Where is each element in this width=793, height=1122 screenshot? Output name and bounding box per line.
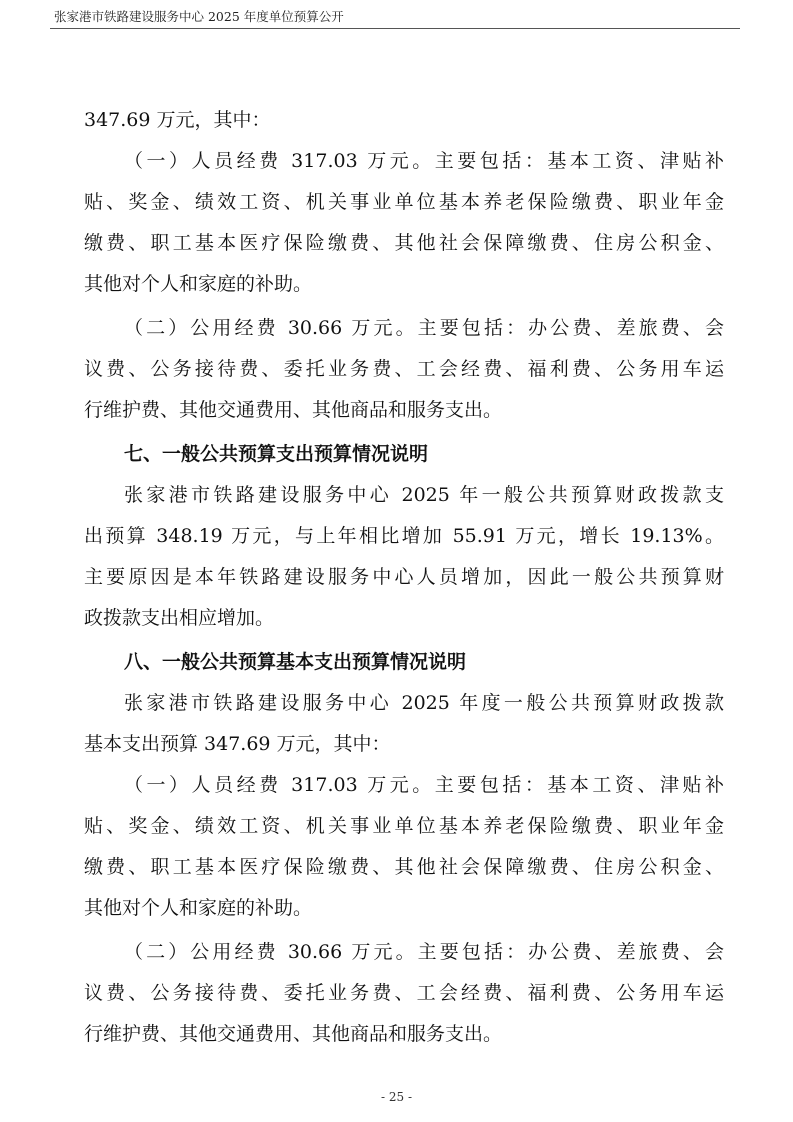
body-text-line: 议费、公务接待费、委托业务费、工会经费、福利费、公务用车运 bbox=[84, 982, 724, 1004]
body-text-line: 行维护费、其他交通费用、其他商品和服务支出。 bbox=[84, 1023, 503, 1045]
body-text-line: 行维护费、其他交通费用、其他商品和服务支出。 bbox=[84, 399, 503, 421]
body-text-line: （二）公用经费 30.66 万元。主要包括：办公费、差旅费、会 bbox=[124, 317, 724, 339]
body-text-line: 其他对个人和家庭的补助。 bbox=[84, 273, 313, 295]
body-text-line: 议费、公务接待费、委托业务费、工会经费、福利费、公务用车运 bbox=[84, 358, 724, 380]
body-text-line: 张家港市铁路建设服务中心 2025 年一般公共预算财政拨款支 bbox=[124, 484, 724, 506]
body-text-line: 贴、奖金、绩效工资、机关事业单位基本养老保险缴费、职业年金 bbox=[84, 815, 724, 837]
section-heading-8: 八、一般公共预算基本支出预算情况说明 bbox=[124, 651, 467, 673]
section-heading-7: 七、一般公共预算支出预算情况说明 bbox=[124, 443, 429, 465]
body-text-line: 缴费、职工基本医疗保险缴费、其他社会保障缴费、住房公积金、 bbox=[84, 856, 724, 878]
body-text-line: 347.69 万元，其中： bbox=[84, 109, 271, 131]
body-text-line: 主要原因是本年铁路建设服务中心人员增加，因此一般公共预算财 bbox=[84, 566, 724, 588]
body-text-line: （一）人员经费 317.03 万元。主要包括：基本工资、津贴补 bbox=[124, 774, 724, 796]
header-divider bbox=[50, 28, 740, 29]
body-text-line: 其他对个人和家庭的补助。 bbox=[84, 897, 313, 919]
body-text-line: （一）人员经费 317.03 万元。主要包括：基本工资、津贴补 bbox=[124, 150, 724, 172]
page-number: - 25 - bbox=[380, 1090, 412, 1104]
body-text-line: 出预算 348.19 万元，与上年相比增加 55.91 万元，增长 19.13%。 bbox=[84, 525, 724, 547]
body-text-line: 基本支出预算 347.69 万元，其中： bbox=[84, 733, 391, 755]
body-text-line: 贴、奖金、绩效工资、机关事业单位基本养老保险缴费、职业年金 bbox=[84, 191, 724, 213]
body-text-line: 政拨款支出相应增加。 bbox=[84, 607, 275, 629]
running-header: 张家港市铁路建设服务中心 2025 年度单位预算公开 bbox=[54, 9, 344, 24]
body-text-line: 缴费、职工基本医疗保险缴费、其他社会保障缴费、住房公积金、 bbox=[84, 232, 724, 254]
body-text-line: 张家港市铁路建设服务中心 2025 年度一般公共预算财政拨款 bbox=[124, 692, 724, 714]
body-text-line: （二）公用经费 30.66 万元。主要包括：办公费、差旅费、会 bbox=[124, 941, 724, 963]
